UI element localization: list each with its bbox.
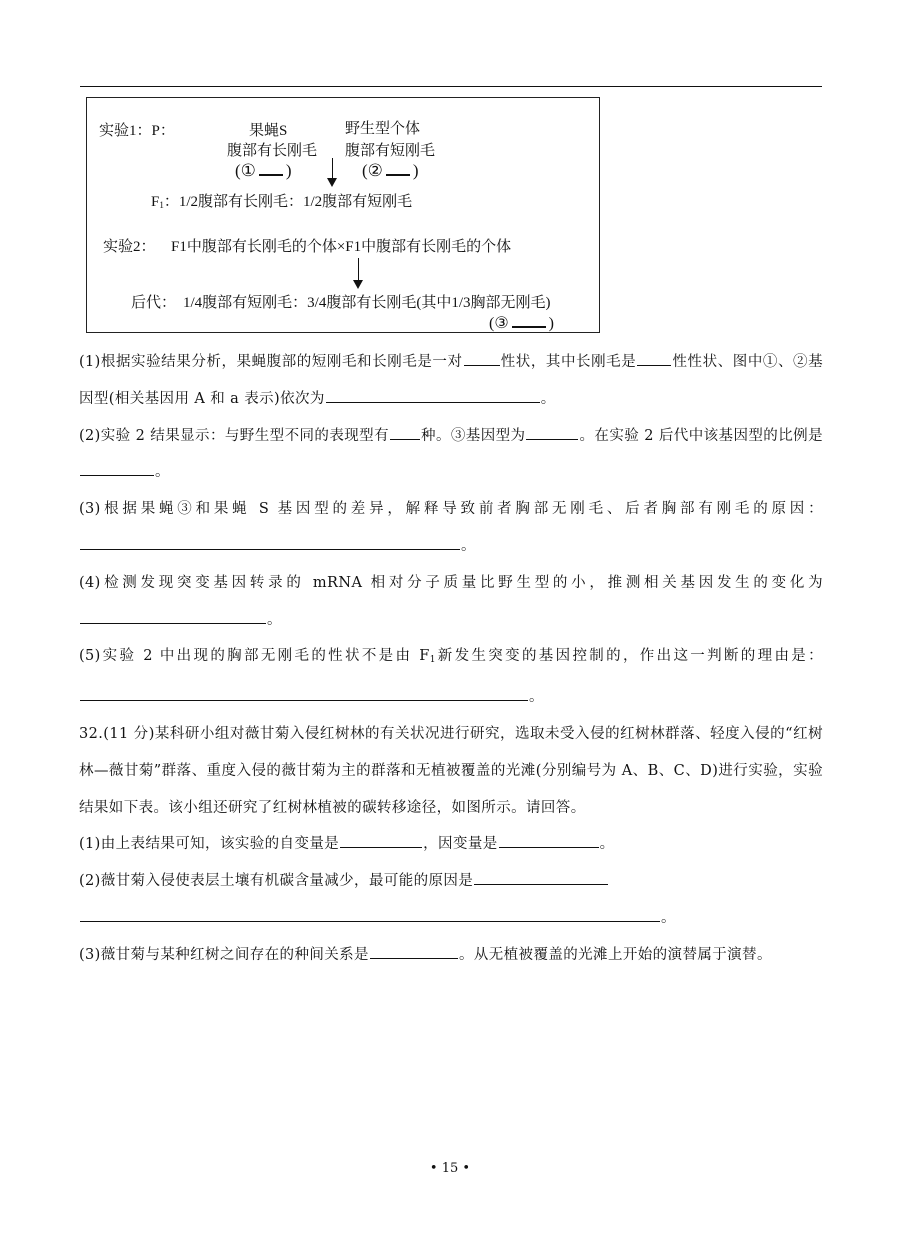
answer-blank[interactable]	[80, 535, 460, 550]
offspring-arrow-head	[353, 280, 363, 289]
f1-result: $F_1$：1/2腹部有长刚毛：1/2腹部有短刚毛	[151, 194, 413, 210]
question-32-intro: 32.(11 分)某科研小组对薇甘菊入侵红树林的有关状况进行研究，选取未受入侵的红树林群落、轻度入侵的“红树林—薇甘菊”群落、重度入侵的薇甘菊为主的群落和无植被覆盖的光滩(分别编号为 A、B、C、D)进行实验，实验结果如下表。该小组还研究了红树林植被的碳转移途径，如图所示。请回答。	[79, 725, 823, 816]
offspring-result: 1/4腹部有短刚毛：3/4腹部有长刚毛(其中1/3胸部无刚毛)	[183, 295, 551, 311]
offspring-label: 后代：	[131, 295, 177, 311]
page-number: • 15 •	[429, 1161, 471, 1176]
question-4: (4)检测发现突变基因转录的 mRNA 相对分子质量比野生型的小，推测相关基因发生的变化为。	[79, 574, 823, 628]
exp1-label: 实验1：P：	[99, 123, 175, 139]
question-3: (3)根据果蝇③和果蝇 S 基因型的差异，解释导致前者胸部无刚毛、后者胸部有刚毛的原因：。	[79, 501, 823, 554]
cross-arrow-head	[327, 178, 337, 187]
answer-blank[interactable]	[80, 686, 528, 701]
answer-blank[interactable]	[80, 461, 154, 476]
answer-blank[interactable]	[499, 833, 599, 848]
question-1: (1)根据实验结果分析，果蝇腹部的短刚毛和长刚毛是一对 性状，其中长刚毛是 性性状、图中①、②基因型(相关基因用 A 和 a 表示)依次为 。	[79, 344, 823, 418]
question-32-3: (3)薇甘菊与某种红树之间存在的种间关系是 。从无植被覆盖的光滩上开始的演替属于演替。	[79, 937, 823, 974]
exp2-label: 实验2：	[103, 239, 156, 255]
answer-blank[interactable]	[390, 425, 420, 440]
answer-blank[interactable]	[370, 944, 458, 959]
answer-blank[interactable]	[340, 833, 422, 848]
question-32-1: (1)由上表结果可知，该实验的自变量是 ，因变量是 。	[79, 826, 823, 863]
fly-s-trait: 腹部有长刚毛	[227, 143, 318, 159]
question-2: (2)实验 2 结果显示：与野生型不同的表现型有 种。③基因型为 。在实验 2 后代中该基因型的比例是。	[79, 418, 823, 492]
cross-arrow-line	[332, 158, 333, 178]
question-32-2: (2)薇甘菊入侵使表层土壤有机碳含量减少，最可能的原因是 。	[79, 863, 823, 937]
wild-genotype-blank: (② )	[362, 161, 419, 180]
answer-blank[interactable]	[80, 907, 660, 922]
answer-blank[interactable]	[464, 351, 500, 366]
answer-blank[interactable]	[526, 425, 578, 440]
wild-name: 野生型个体	[345, 121, 421, 137]
fly-s-name: 果蝇S	[249, 123, 288, 139]
answer-blank[interactable]	[80, 609, 266, 624]
header-rule	[80, 86, 822, 87]
offspring-arrow-line	[358, 258, 359, 280]
offspring-genotype-blank: (③ )	[489, 315, 554, 332]
question-text	[79, 344, 823, 974]
question-5: (5)实验 2 中出现的胸部无刚毛的性状不是由 $F_1$新发生突变的基因控制的，作出这一判断的理由是：。	[79, 648, 824, 706]
exp2-cross: F1中腹部有长刚毛的个体×F1中腹部有长刚毛的个体	[171, 239, 512, 255]
wild-trait: 腹部有短刚毛	[345, 143, 436, 159]
experiment-diagram	[86, 97, 600, 333]
answer-blank[interactable]	[326, 388, 540, 403]
answer-blank[interactable]	[637, 351, 671, 366]
answer-blank[interactable]	[474, 870, 608, 885]
fly-s-genotype-blank: (① )	[235, 161, 292, 180]
